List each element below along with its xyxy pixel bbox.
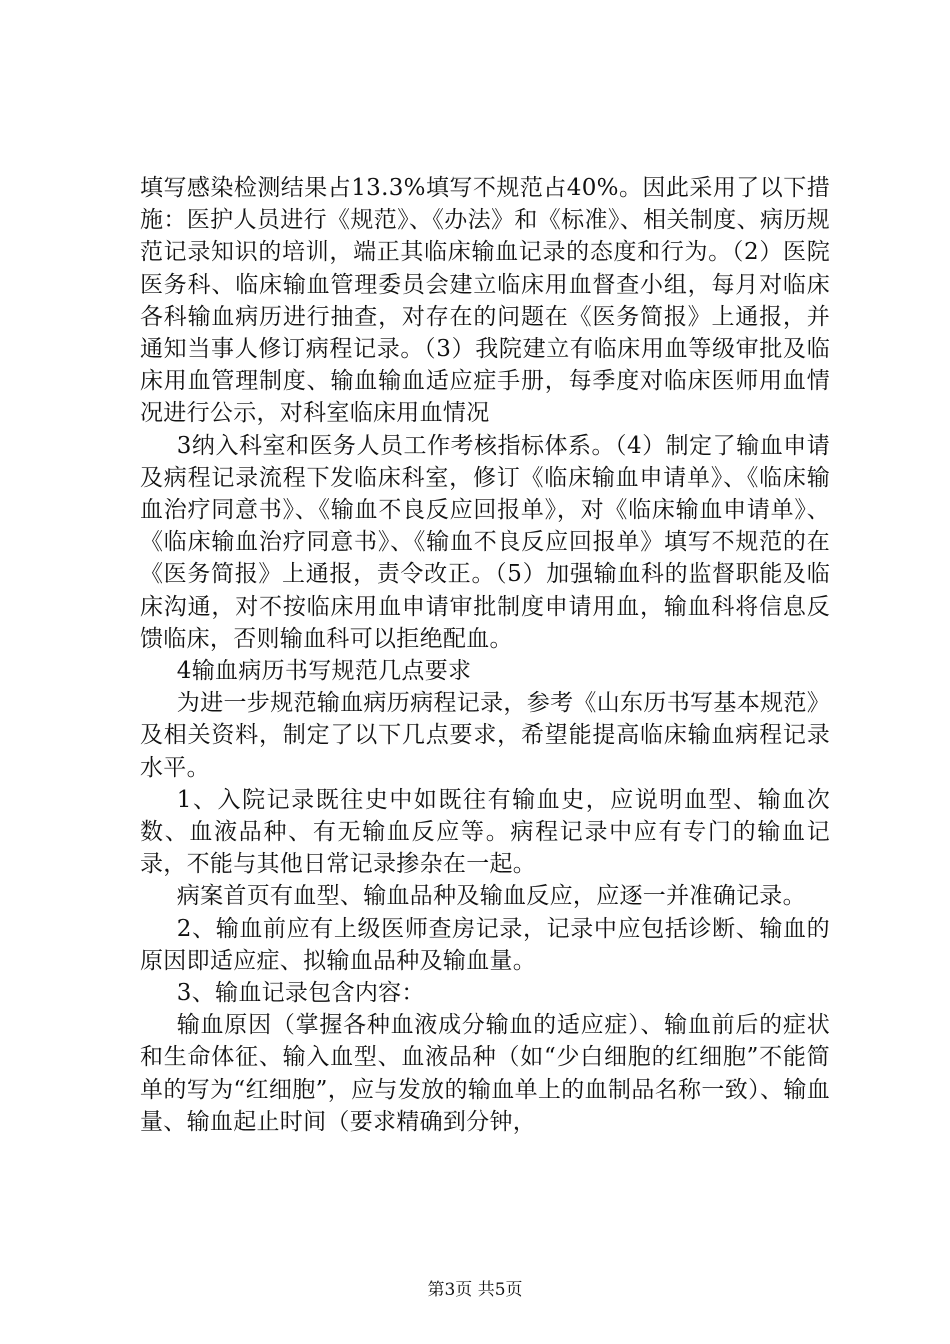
paragraph-7: 3、输血记录包含内容：: [176, 980, 425, 1007]
paragraph-3: 为进一步规范输血病历病程记录，参考《山东历书写基本规范》及相关资料，制定了以下几点要求，希望能提高临床输血病程记录水平。: [140, 690, 830, 781]
document-body: [140, 172, 830, 1138]
paragraph-5: 病案首页有血型、输血品种及输血反应，应逐一并准确记录。: [176, 883, 806, 910]
page-footer: 第3页 共5页: [427, 1280, 523, 1300]
paragraph-8: 输血原因（掌握各种血液成分输血的适应症）、输血前后的症状和生命体征、输入血型、血液品种（如“少白细胞的红细胞”不能简单的写为“红细胞”，应与发放的输血单上的血制品名称一致）、输血量、输血起止时间（要求精确到分钟，: [140, 1012, 830, 1135]
section-heading: 4输血病历书写规范几点要求: [176, 658, 472, 685]
paragraph-1: 填写感染检测结果占13.3%填写不规范占40%。因此采用了以下措施：医护人员进行《规范》、《办法》和《标准》、相关制度、病历规范记录知识的培训，端正其临床输血记录的态度和行为。（2）医院医务科、临床输血管理委员会建立临床用血督查小组，每月对临床各科输血病历进行抽查，对存在的问题在《医务简报》上通报，并通知当事人修订病程记录。（3）我院建立有临床用血等级审批及临床用血管理制度、输血输血适应症手册，每季度对临床医师用血情况进行公示，对科室临床用血情况: [140, 175, 830, 427]
paragraph-2: 3纳入科室和医务人员工作考核指标体系。（4）制定了输血申请及病程记录流程下发临床科室，修订《临床输血申请单》、《临床输血治疗同意书》、《输血不良反应回报单》，对《临床输血申请单》、《临床输血治疗同意书》、《输血不良反应回报单》填写不规范的在《医务简报》上通报，责令改正。（5）加强输血科的监督职能及临床沟通，对不按临床用血申请审批制度申请用血，输血科将信息反馈临床，否则输血科可以拒绝配血。: [140, 432, 830, 652]
paragraph-4: 1、入院记录既往史中如既往有输血史，应说明血型、输血次数、血液品种、有无输血反应等。病程记录中应有专门的输血记录，不能与其他日常记录掺杂在一起。: [140, 786, 830, 878]
paragraph-6: 2、输血前应有上级医师查房记录，记录中应包括诊断、输血的原因即适应症、拟输血品种及输血量。: [140, 915, 830, 974]
